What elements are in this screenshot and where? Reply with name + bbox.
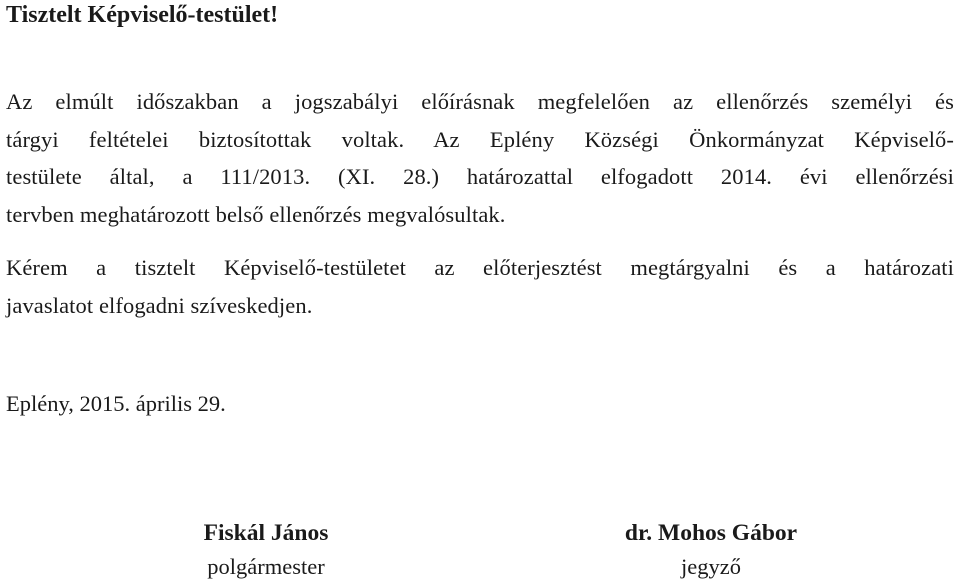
date-line: Eplény, 2015. április 29.	[6, 391, 226, 416]
signatory-title: jegyző	[681, 554, 741, 579]
signature-block-mayor	[148, 516, 384, 584]
paragraph-request	[6, 249, 954, 324]
signatory-title: polgármester	[207, 554, 325, 579]
signatory-name: Fiskál János	[203, 520, 329, 546]
paragraph-line: testülete által, a 111/2013. (XI. 28.) határozattal elfogadott 2014. évi ellenőrzési	[6, 164, 954, 189]
paragraph-audit-report	[6, 83, 954, 233]
paragraph-line: Kérem a tisztelt Képviselő-testületet az előterjesztést megtárgyalni és a határozati	[6, 255, 954, 280]
paragraph-line: tervben meghatározott belső ellenőrzés megvalósultak.	[6, 201, 506, 227]
paragraph-line: tárgyi feltételei biztosítottak voltak. Az Eplény Községi Önkormányzat Képviselő-	[6, 126, 954, 152]
paragraph-line: javaslatot elfogadni szíveskedjen.	[6, 292, 313, 318]
salutation-heading: Tisztelt Képviselő-testület!	[6, 2, 279, 28]
paragraph-line: Az elmúlt időszakban a jogszabályi előírásnak megfelelően az ellenőrzés személyi és	[6, 89, 954, 114]
signature-block-notary	[596, 516, 826, 584]
signatory-name: dr. Mohos Gábor	[624, 520, 798, 546]
